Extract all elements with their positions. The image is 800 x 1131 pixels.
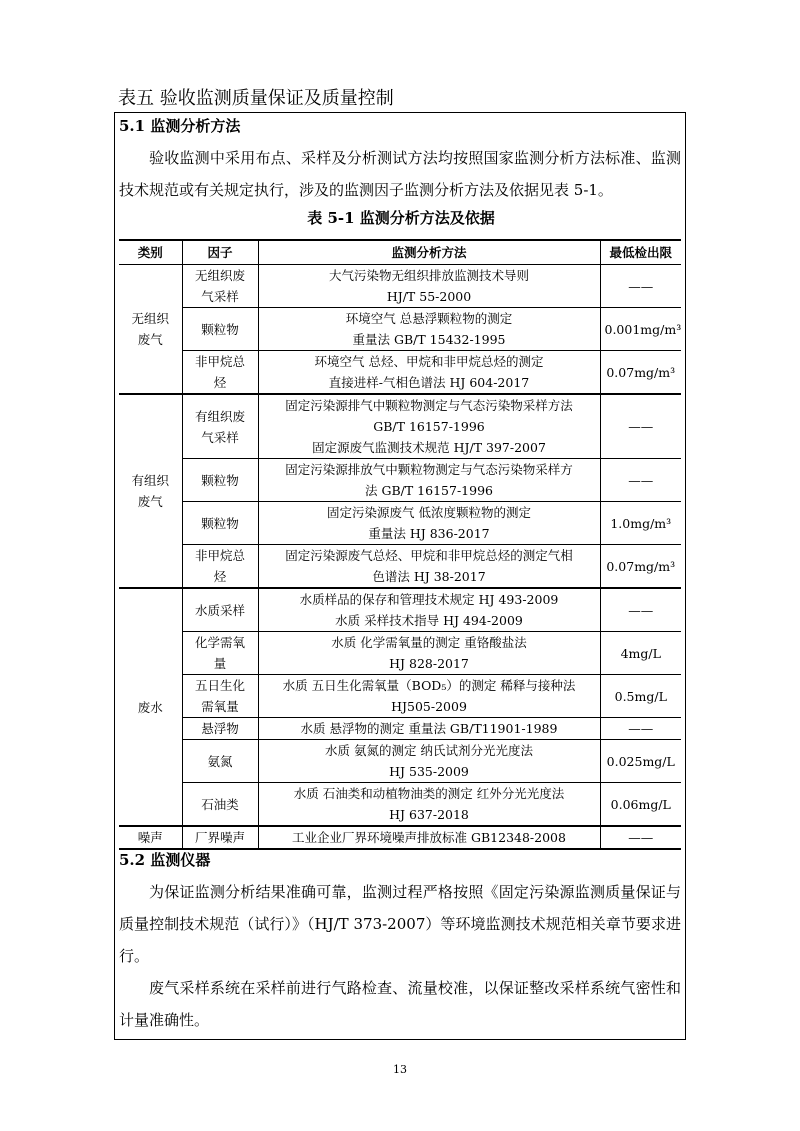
method-line: 水质 氨氮的测定 纳氏试剂分光光度法 [325,743,533,758]
method-line: 水质 悬浮物的测定 重量法 GB/T11901-1989 [300,721,558,736]
factor-cell: 颗粒物 [182,308,258,351]
method-line: 重量法 HJ 836-2017 [368,526,490,541]
table-header-row [119,240,681,265]
instrument-paragraph-1: 为保证监测分析结果准确可靠，监测过程严格按照《固定污染源监测质量保证与质量控制技术规范（试行）》（HJ/T 373-2007）等环境监测技术规范相关章节要求进行。 [119,883,681,965]
method-line: 大气污染物无组织排放监测技术导则 [328,268,529,283]
method-line: 环境空气 总悬浮颗粒物的测定 [345,311,513,326]
method-line: 法 GB/T 16157-1996 [365,483,493,498]
method-line: HJ505-2009 [391,699,467,714]
method-line: 色谱法 HJ 38-2017 [372,569,486,584]
limit-cell: 0.07mg/m³ [600,545,681,589]
method-cell [258,826,600,849]
factor-cell: 颗粒物 [182,502,258,545]
method-line: HJ 637-2018 [389,807,469,822]
header-method: 监测分析方法 [258,240,600,265]
limit-cell: 0.001mg/m³ [600,308,681,351]
method-line: 固定污染源废气 低浓度颗粒物的测定 [327,505,531,520]
methods-table [119,239,681,850]
table-row [119,308,681,351]
limit-cell: —— [600,265,681,308]
page-number: 13 [393,1063,407,1076]
limit-cell: 1.0mg/m³ [600,502,681,545]
table-row [119,632,681,675]
method-cell [258,459,600,502]
page-header: 表五 验收监测质量保证及质量控制 [118,88,394,109]
method-line: 水质 采样技术指导 HJ 494-2009 [335,613,523,628]
table-row [119,675,681,718]
method-line: 固定源废气监测技术规范 HJ/T 397-2007 [312,440,546,455]
factor-cell: 化学需氧量 [182,632,258,675]
factor-cell: 氨氮 [182,740,258,783]
method-line: 环境空气 总烃、甲烷和非甲烷总烃的测定 [314,354,544,369]
limit-cell: 0.5mg/L [600,675,681,718]
table-row [119,545,681,589]
method-line: GB/T 16157-1996 [373,419,485,434]
factor-cell: 水质采样 [182,588,258,632]
limit-cell: 0.025mg/L [600,740,681,783]
limit-cell: —— [600,826,681,849]
method-line: 直接进样-气相色谱法 HJ 604-2017 [328,375,530,390]
table-row [119,502,681,545]
factor-cell: 非甲烷总烃 [182,545,258,589]
content-frame [114,112,686,1040]
factor-cell: 五日生化需氧量 [182,675,258,718]
limit-cell: 0.06mg/L [600,783,681,827]
header-category: 类别 [119,240,182,265]
table-row [119,351,681,395]
limit-cell: —— [600,459,681,502]
table-row [119,459,681,502]
category-cell: 有组织废气 [119,394,182,588]
method-cell [258,265,600,308]
table-row [119,826,681,849]
category-cell: 无组织废气 [119,265,182,395]
method-line: HJ 535-2009 [389,764,469,779]
factor-cell: 石油类 [182,783,258,827]
method-line: 水质 石油类和动植物油类的测定 红外分光光度法 [293,786,565,801]
category-cell: 噪声 [119,826,182,849]
category-cell: 废水 [119,588,182,826]
table-row [119,588,681,632]
method-line: HJ 828-2017 [389,656,469,671]
method-line: 固定污染源排气中颗粒物测定与气态污染物采样方法 [285,398,573,413]
method-cell [258,632,600,675]
method-line: 重量法 GB/T 15432-1995 [352,332,506,347]
header-limit: 最低检出限 [600,240,681,265]
instrument-paragraph-2: 废气采样系统在采样前进行气路检查、流量校准，以保证整改采样系统气密性和计量准确性。 [119,979,681,1029]
method-cell [258,718,600,740]
table-caption: 表 5-1 监测分析方法及依据 [307,209,495,227]
method-line: 固定污染源废气总烃、甲烷和非甲烷总烃的测定气相 [285,548,573,563]
factor-cell: 颗粒物 [182,459,258,502]
method-line: 水质样品的保存和管理技术规定 HJ 493-2009 [299,592,559,607]
section-title-instruments: 5.2 监测仪器 [119,851,211,869]
limit-cell: 0.07mg/m³ [600,351,681,395]
method-cell [258,502,600,545]
header-factor: 因子 [182,240,258,265]
method-line: 水质 五日生化需氧量（BOD₅）的测定 稀释与接种法 [282,678,576,693]
section-title-methods: 5.1 监测分析方法 [119,117,241,135]
method-cell [258,740,600,783]
method-cell [258,675,600,718]
method-cell [258,588,600,632]
table-row [119,394,681,459]
intro-paragraph: 验收监测中采用布点、采样及分析测试方法均按照国家监测分析方法标准、监测技术规范或有关规定执行，涉及的监测因子监测分析方法及依据见表 5-1。 [119,149,681,199]
table-row [119,265,681,308]
table-row [119,718,681,740]
table-row [119,740,681,783]
method-cell [258,351,600,395]
table-body [119,265,681,850]
limit-cell: —— [600,718,681,740]
limit-cell: 4mg/L [600,632,681,675]
factor-cell: 有组织废气采样 [182,394,258,459]
method-cell [258,783,600,827]
method-line: HJ/T 55-2000 [386,289,472,304]
factor-cell: 无组织废气采样 [182,265,258,308]
method-line: 工业企业厂界环境噪声排放标准 GB12348-2008 [292,830,566,845]
limit-cell: —— [600,588,681,632]
method-line: 水质 化学需氧量的测定 重铬酸盐法 [331,635,527,650]
limit-cell: —— [600,394,681,459]
table-row [119,783,681,827]
method-cell [258,545,600,589]
factor-cell: 悬浮物 [182,718,258,740]
factor-cell: 厂界噪声 [182,826,258,849]
method-line: 固定污染源排放气中颗粒物测定与气态污染物采样方 [285,462,573,477]
method-cell [258,308,600,351]
method-cell [258,394,600,459]
factor-cell: 非甲烷总烃 [182,351,258,395]
